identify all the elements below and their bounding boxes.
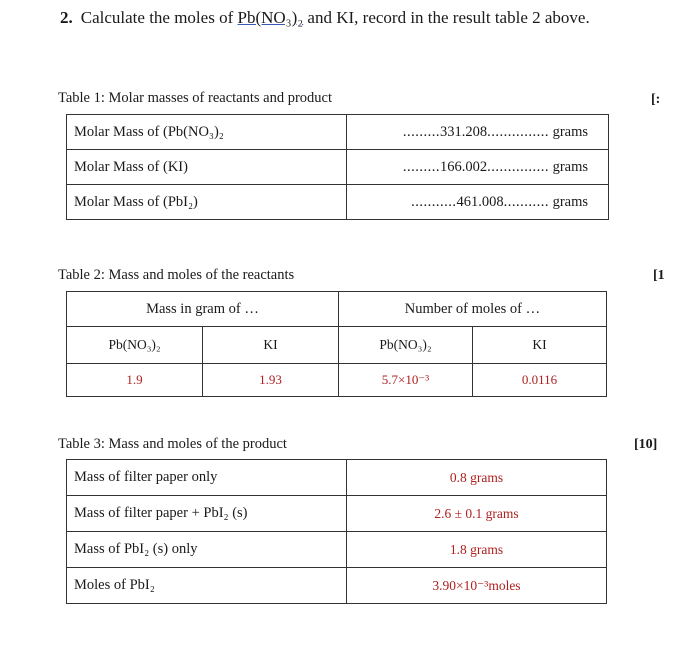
table3-product bbox=[66, 459, 607, 604]
header-moles: Number of moles of … bbox=[338, 292, 606, 327]
row-label: Mass of PbI₂ (s) only bbox=[67, 532, 347, 568]
value-pbno3-mass: 1.9 bbox=[67, 364, 203, 397]
row-value: 2.6 ± 0.1 grams bbox=[347, 496, 607, 532]
table3-caption: Table 3: Mass and moles of the product bbox=[58, 436, 287, 452]
table-row bbox=[67, 496, 607, 532]
molar-mass-value: 331.208 bbox=[439, 123, 488, 140]
row-label: Mass of filter paper only bbox=[67, 460, 347, 496]
table2-reactants bbox=[66, 291, 607, 397]
unit: grams bbox=[552, 193, 588, 210]
value-ki-mass: 1.93 bbox=[203, 364, 339, 397]
row-value: 3.90×10⁻³moles bbox=[347, 568, 607, 604]
row-label: Molar Mass of (Pb(NO₃)₂ bbox=[67, 115, 347, 150]
table2-mark: [1 bbox=[653, 268, 665, 283]
question-text bbox=[60, 8, 590, 28]
header-mass: Mass in gram of … bbox=[67, 292, 339, 327]
subheader-ki-mass: KI bbox=[203, 327, 339, 364]
table-row bbox=[67, 185, 609, 220]
table1-caption: Table 1: Molar masses of reactants and product bbox=[58, 90, 332, 106]
table-row bbox=[67, 532, 607, 568]
table-row bbox=[67, 364, 607, 397]
question-text-before: Calculate the moles of bbox=[80, 8, 238, 27]
row-value-cell: ...........461.008........... grams bbox=[347, 185, 609, 220]
molar-mass-value: 461.008 bbox=[456, 193, 504, 210]
subheader-pbno3-moles: Pb(NO₃)₂ bbox=[338, 327, 472, 364]
question-number: 2. bbox=[60, 8, 73, 27]
unit: grams bbox=[552, 123, 588, 140]
question-text-after: and KI, record in the result table 2 above. bbox=[303, 8, 590, 27]
table1-molar-masses bbox=[66, 114, 609, 220]
table-header-row bbox=[67, 292, 607, 327]
row-value-cell: .........331.208............... grams bbox=[347, 115, 609, 150]
table-row bbox=[67, 150, 609, 185]
question-formula: Pb(NO₃)₂ bbox=[237, 8, 304, 27]
table-subheader-row bbox=[67, 327, 607, 364]
molar-mass-value: 166.002 bbox=[439, 158, 488, 175]
value-ki-moles: 0.0116 bbox=[473, 364, 607, 397]
row-label: Molar Mass of (KI) bbox=[67, 150, 347, 185]
subheader-pbno3-mass: Pb(NO₃)₂ bbox=[67, 327, 203, 364]
table-row bbox=[67, 460, 607, 496]
unit: grams bbox=[552, 158, 588, 175]
row-label: Moles of PbI₂ bbox=[67, 568, 347, 604]
table1-mark: [: bbox=[651, 92, 661, 107]
table3-mark: [10] bbox=[634, 437, 658, 452]
row-value: 0.8 grams bbox=[347, 460, 607, 496]
table2-caption: Table 2: Mass and moles of the reactants bbox=[58, 267, 295, 283]
value-pbno3-moles: 5.7×10⁻³ bbox=[338, 364, 472, 397]
table-row bbox=[67, 115, 609, 150]
subheader-ki-moles: KI bbox=[473, 327, 607, 364]
row-value-cell: .........166.002............... grams bbox=[347, 150, 609, 185]
row-value: 1.8 grams bbox=[347, 532, 607, 568]
row-label: Molar Mass of (PbI₂) bbox=[67, 185, 347, 220]
table-row bbox=[67, 568, 607, 604]
row-label: Mass of filter paper + PbI₂ (s) bbox=[67, 496, 347, 532]
